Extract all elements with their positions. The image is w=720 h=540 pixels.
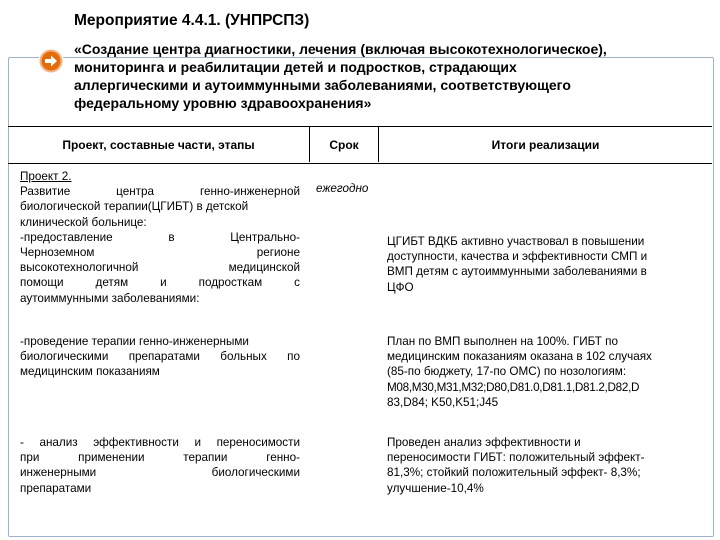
cell-line: (85-по бюджету, 17-по ОМС) по нозологиям: (387, 365, 627, 379)
project-title: Проект 2. (20, 170, 72, 183)
cell-line: клинической больнице: (20, 215, 147, 229)
subtitle-line: аллергическими и аутоиммунными заболеваниями, соответствующего (74, 77, 571, 93)
cell-line: медицинским показаниям (20, 365, 160, 379)
table-row-1-stages (20, 169, 300, 306)
table-top-border (8, 126, 712, 127)
cell-line: переносимости ГИБТ: положительный эффект- (387, 451, 645, 465)
cell-line: -проведение терапии генно-инженерными (20, 335, 249, 348)
table-row-1-result (387, 234, 707, 295)
table-row-3-result (387, 435, 707, 496)
column-header-stages: Проект, составные части, этапы (62, 138, 255, 152)
cell-line: ЦГИБТ ВДКБ активно участвовал в повышении (387, 235, 645, 248)
cell-line: инженерными биологическими (20, 466, 300, 480)
column-header-term: Срок (329, 138, 359, 152)
cell-line: доступности, качества и эффективности СМП и (387, 250, 648, 264)
cell-line: аутоиммунными заболеваниями: (20, 291, 200, 305)
header-bottom-border (8, 163, 712, 164)
subtitle-line: мониторинга и реабилитации детей и подростков, страдающих (74, 59, 517, 75)
column-header-results: Итоги реализации (491, 138, 600, 152)
cell-line: - анализ эффективности и переносимости (20, 436, 300, 449)
cell-line: биологическими препаратами больных по (20, 350, 300, 364)
table-row-2-result (387, 334, 707, 410)
cell-line: улучшение-10,4% (387, 481, 484, 495)
cell-line: при применении терапии генно- (20, 451, 300, 465)
subtitle-line: «Создание центра диагностики, лечения (включая высокотехнологическое), (74, 41, 607, 57)
cell-line: Черноземном регионе (20, 246, 300, 260)
cell-line: биологической терапии(ЦГИБТ) в детской (20, 200, 249, 214)
cell-line: М08,М30,М31,М32;D80,D81.0,D81.1,D81.2,D82,D (387, 380, 640, 394)
cell-line: медицинским показаниям оказана в 102 случаях (387, 350, 652, 364)
cell-line: План по ВМП выполнен на 100%. ГИБТ по (387, 335, 619, 348)
page-subtitle (74, 40, 694, 112)
table-row-3-stages (20, 435, 300, 496)
cell-line: Проведен анализ эффективности и (387, 436, 581, 449)
table-row-1-term: ежегодно (316, 182, 369, 195)
arrow-right-circle-icon (38, 48, 64, 74)
cell-line: препаратами (20, 481, 92, 495)
cell-line: 81,3%; стойкий положительный эффект- 8,3%; (387, 466, 641, 480)
cell-line: 83,D84; K50,K51;J45 (387, 395, 499, 409)
subtitle-line: федеральному уровню здравоохранения» (74, 95, 372, 111)
cell-line: Развитие центра генно-инженерной (20, 185, 300, 199)
cell-line: ВМП детям с аутоиммунными заболеваниями в (387, 265, 647, 279)
page-title: Мероприятие 4.4.1. (УНПРСПЗ) (74, 12, 310, 29)
cell-line: высокотехнологичной медицинской (20, 261, 300, 275)
cell-line: -предоставление в Центрально- (20, 230, 300, 244)
cell-line: помощи детям и подросткам с (20, 276, 300, 290)
cell-line: ЦФО (387, 280, 414, 294)
table-row-2-stages (20, 334, 300, 380)
